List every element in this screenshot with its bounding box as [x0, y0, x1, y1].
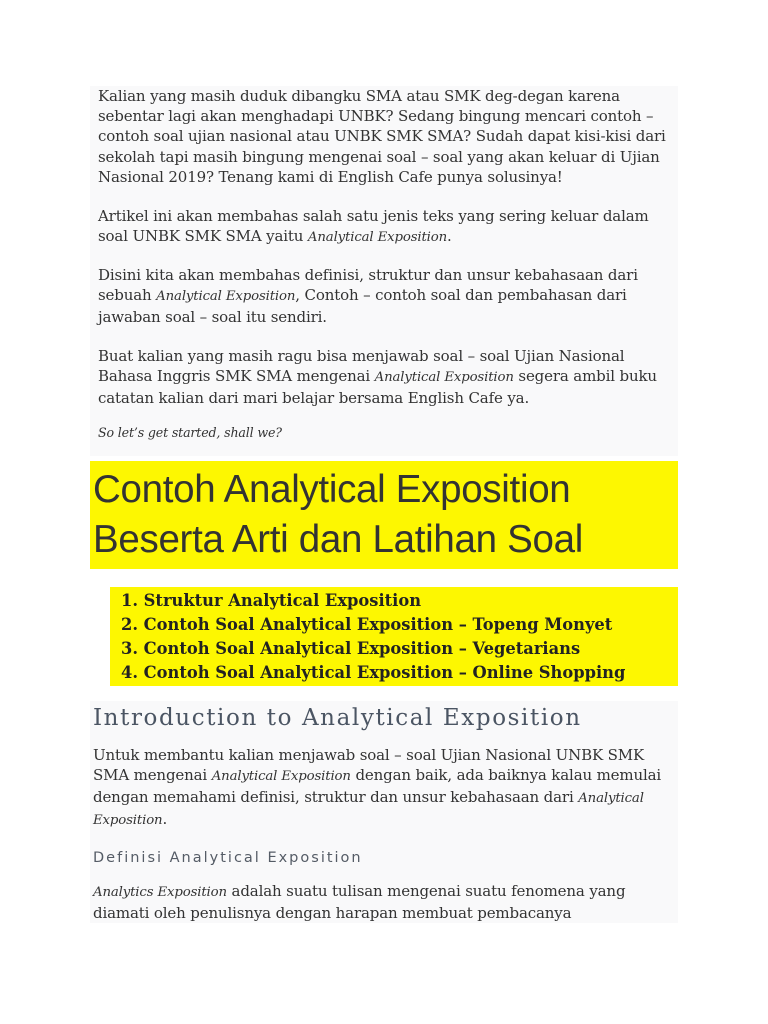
introduction-section — [90, 701, 678, 923]
section-heading: Introduction to Analytical Exposition — [93, 705, 582, 731]
section-paragraph-2: Analytics Exposition adalah suatu tulisan mengenai suatu fenomena yang diamati oleh penulisnya dengan harapan membuat pembacanya — [93, 882, 626, 922]
article-title-highlight — [90, 461, 678, 569]
toc-item[interactable]: 1. Struktur Analytical Exposition — [121, 591, 422, 610]
subsection-heading: Definisi Analytical Exposition — [93, 850, 363, 866]
intro-paragraph-5: So let’s get started, shall we? — [98, 425, 282, 440]
toc-item[interactable]: 4. Contoh Soal Analytical Exposition – Online Shopping — [121, 663, 626, 682]
toc-item[interactable]: 3. Contoh Soal Analytical Exposition – Vegetarians — [121, 639, 581, 658]
intro-paragraph-2: Artikel ini akan membahas salah satu jenis teks yang sering keluar dalam soal UNBK SMK SMA yaitu Analytical Exposition. — [98, 207, 649, 246]
intro-paragraph-1: Kalian yang masih duduk dibangku SMA atau SMK deg-degan karena sebentar lagi akan menghadapi UNBK? Sedang bingung mencari contoh – contoh soal ujian nasional atau UNBK SMK SMA? Sudah dapat kisi-kisi dari sekolah tapi masih bingung mengenai soal – soal yang akan keluar di Ujian Nasional 2019? Tenang kami di English Cafe punya solusinya! — [98, 87, 666, 186]
intro-section — [90, 86, 678, 456]
table-of-contents — [110, 587, 678, 686]
article-title: Contoh Analytical Exposition Beserta Arti dan Latihan Soal — [93, 468, 583, 561]
intro-paragraph-4: Buat kalian yang masih ragu bisa menjawab soal – soal Ujian Nasional Bahasa Inggris SMK SMA mengenai Analytical Exposition segera ambil buku catatan kalian dari mari belajar bersama English Cafe ya. — [98, 347, 657, 408]
toc-item[interactable]: 2. Contoh Soal Analytical Exposition – Topeng Monyet — [121, 615, 613, 634]
intro-paragraph-3: Disini kita akan membahas definisi, struktur dan unsur kebahasaan dari sebuah Analytical Exposition, Contoh – contoh soal dan pembahasan dari jawaban soal – soal itu sendiri. — [98, 266, 638, 327]
section-paragraph-1: Untuk membantu kalian menjawab soal – soal Ujian Nasional UNBK SMK SMA mengenai Analytical Exposition dengan baik, ada baiknya kalau memulai dengan memahami definisi, struktur dan unsur kebahasaan dari Analytical Exposition. — [93, 746, 662, 828]
